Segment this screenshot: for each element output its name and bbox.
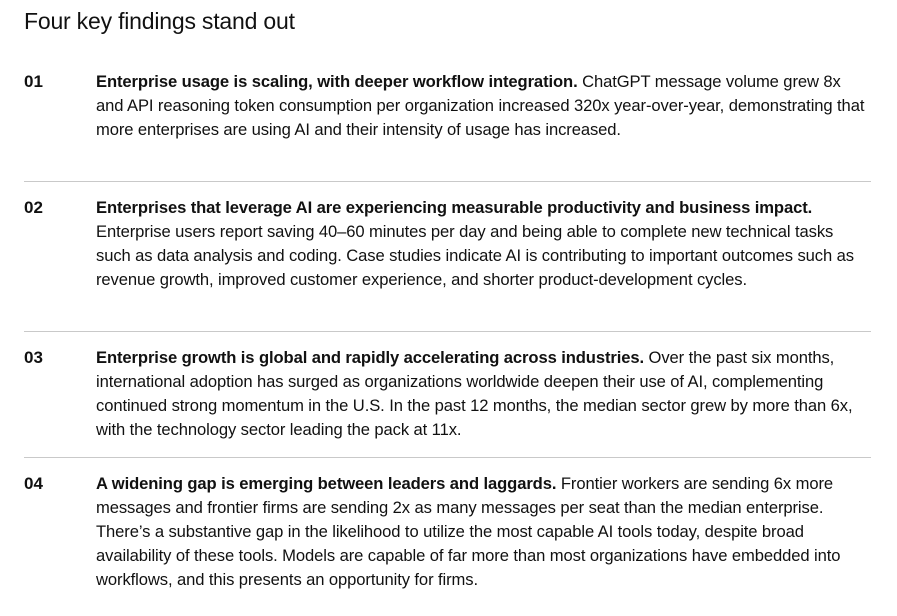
finding-heading: Enterprises that leverage AI are experiencing measurable productivity and business impact. xyxy=(96,198,813,217)
finding-text xyxy=(96,70,871,181)
finding-number: 02 xyxy=(24,198,43,217)
finding-heading: Enterprise growth is global and rapidly accelerating across industries. xyxy=(96,348,649,367)
finding-body: Frontier workers are sending 6x more messages and frontier firms are sending 2x as many messages per seat than the median enterprise. There’s a substantive gap in the likelihood to utilize the most capable AI tools today, despite broad availability of these tools. Models are capable of far more than most organizations have embedded into workflows, and this presents an opportunity for firms. xyxy=(96,474,841,589)
finding-item xyxy=(24,70,871,182)
finding-text xyxy=(96,196,871,331)
finding-body: ChatGPT message volume grew 8x and API reasoning token consumption per organization increased 320x year-over-year, demonstrating that more enterprises are using AI and their intensity of usage has increased. xyxy=(96,72,865,139)
finding-text xyxy=(96,346,871,457)
page-title: Four key findings stand out xyxy=(24,8,295,34)
findings-list xyxy=(24,70,871,608)
finding-text xyxy=(96,472,871,608)
finding-heading: Enterprise usage is scaling, with deeper workflow integration. xyxy=(96,72,583,91)
finding-item xyxy=(24,182,871,332)
finding-body: Enterprise users report saving 40–60 minutes per day and being able to complete new technical tasks such as data analysis and coding. Case studies indicate AI is contributing to important outcomes such as revenue growth, improved customer experience, and shorter product-development cycles. xyxy=(96,222,854,289)
finding-body: Over the past six months, international adoption has surged as organizations worldwide deepen their use of AI, complementing continued strong momentum in the U.S. In the past 12 months, the median sector grew by more than 6x, with the technology sector leading the pack at 11x. xyxy=(96,348,853,439)
finding-item xyxy=(24,458,871,608)
finding-number: 03 xyxy=(24,348,43,367)
finding-number: 04 xyxy=(24,474,43,493)
finding-number: 01 xyxy=(24,72,43,91)
finding-item xyxy=(24,332,871,458)
finding-heading: A widening gap is emerging between leaders and laggards. xyxy=(96,474,561,493)
